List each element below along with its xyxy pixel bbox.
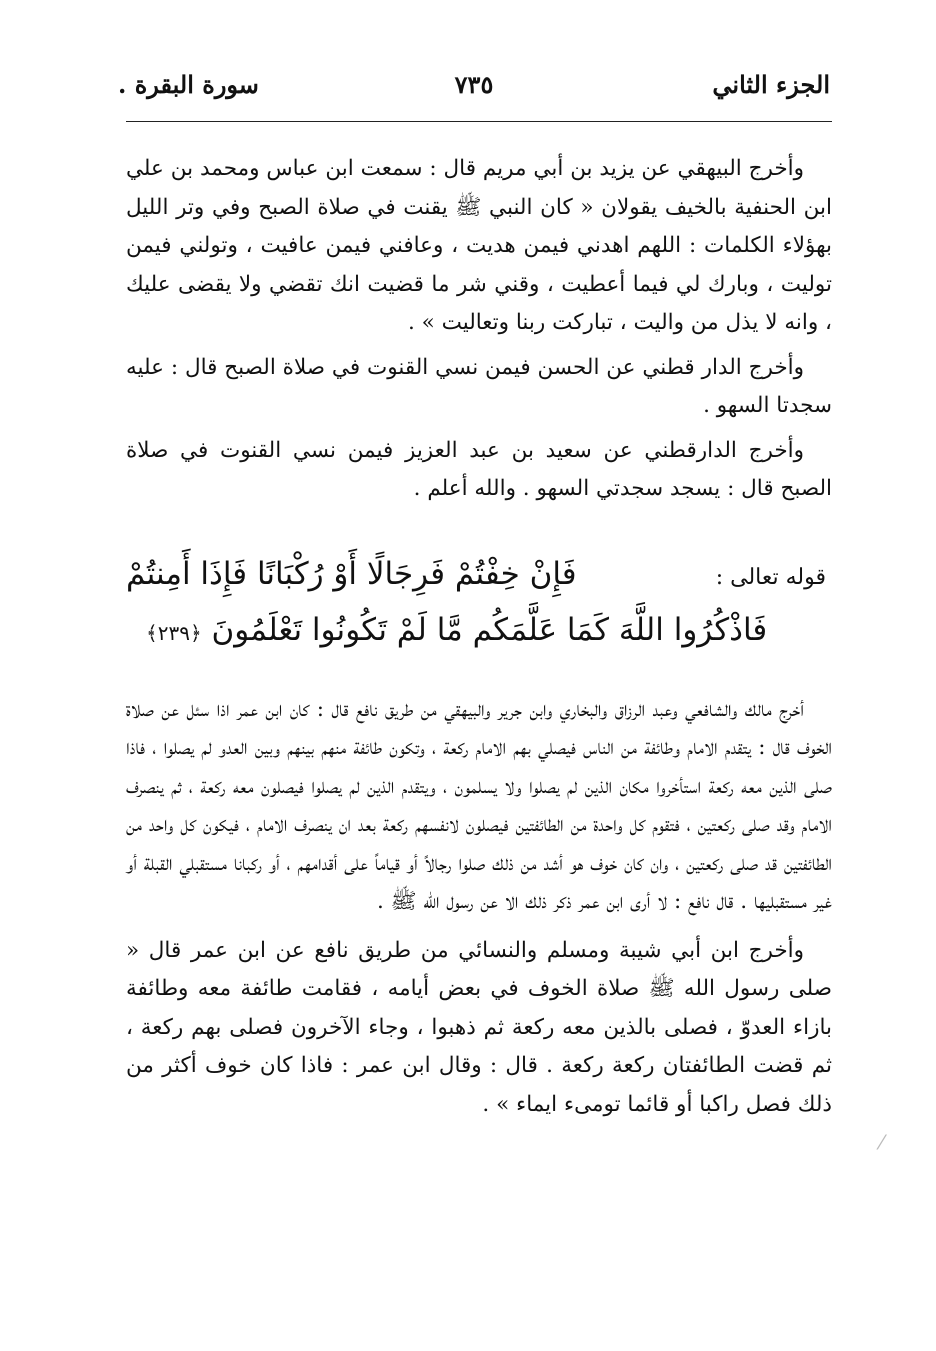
paragraph-malik-nafi: أخرج مالك والشافعي وعبد الرزاق والبخاري وابن جرير والبيهقي من طريق نافع قال : كان ابن عمر اذا سئل عن صلاة الخوف قال : يتقدم الامام وطائفة من الناس فيصلي بهم الامام ركعة ، وتكون طائفة منهم بينهم وبين العدو لم يصلوا ، فاذا صلى الذين معه ركعة استأخروا مكان الذين لم يصلوا ولا يسلمون ، ويتقدم الذين لم يصلوا فيصلون معه ركعة ، ثم ينصرف الامام وقد صلى ركعتين ، فتقوم كل واحدة من الطائفتين فيصلون لانفسهم ركعة بعد ان ينصرف الامام ، فيكون كل واحد من الطائفتين قد صلى ركعتين ، وان كان خوف هو أشد من ذلك صلوا رجالاً أو قياماً على أقدامهم ، أو ركبانا مستقبلي القبلة أو غير مستقبليها . قال نافع : لا أرى ابن عمر ذكر ذلك الا عن رسول الله ﷺ .	[126, 696, 832, 914]
ayah-number: ﴿٢٣٩﴾	[146, 620, 202, 645]
page-header	[118, 70, 830, 110]
margin-scribble: ⁄	[880, 1130, 884, 1154]
verse-line-1	[126, 555, 832, 611]
verse-intro: قوله تعالى :	[715, 564, 826, 590]
paragraph-daraqutni-hasan: وأخرج الدار قطني عن الحسن فيمن نسي القنوت في صلاة الصبح قال : عليه سجدتا السهو .	[126, 354, 832, 418]
page-body	[126, 150, 832, 1134]
page-number: ٧٣٥	[454, 70, 494, 99]
paragraph-bayhaqi-qunut: وأخرج البيهقي عن يزيد بن أبي مريم قال : سمعت ابن عباس ومحمد بن علي ابن الحنفية بالخيف يقولان « كان النبي ﷺ يقنت في صلاة الصبح وفي وتر الليل بهؤلاء الكلمات : اللهم اهدني فيمن هديت ، وعافني فيمن عافيت ، وتولني فيمن توليت ، وبارك لي فيما أعطيت ، وقني شر ما قضيت انك تقضي ولا يقضى عليك ، وانه لا يذل من واليت ، تباركت ربنا وتعاليت » .	[126, 156, 832, 335]
verse-line-2	[126, 611, 832, 663]
paragraph-daraqutni-said: وأخرج الدارقطني عن سعيد بن عبد العزيز فيمن نسي القنوت في صلاة الصبح قال : يسجد سجدتي السهو . والله أعلم .	[126, 437, 832, 501]
verse-text-part-1: فَإِنْ خِفْتُمْ فَرِجَالًا أَوْ رُكْبَانًا فَإِذَا أَمِنتُمْ	[126, 555, 577, 592]
header-rule	[126, 121, 832, 122]
verse-text-part-2: فَاذْكُرُوا اللَّهَ كَمَا عَلَّمَكُم مَّا لَمْ تَكُونُوا تَعْلَمُونَ	[211, 611, 768, 648]
juz-title: الجزء الثاني	[712, 70, 830, 99]
paragraph-ibn-abi-shayba: وأخرج ابن أبي شيبة ومسلم والنسائي من طريق نافع عن ابن عمر قال « صلى رسول الله ﷺ صلاة الخوف في بعض أيامه ، فقامت طائفة معه وطائفة بازاء العدوّ ، فصلى بالذين معه ركعة ثم ذهبوا ، وجاء الآخرون فصلى بهم ركعة ، ثم قضت الطائفتان ركعة ركعة . قال : وقال ابن عمر : فاذا كان خوف أكثر من ذلك فصل راكبا أو قائما تومىء ايماء » .	[126, 937, 832, 1117]
surah-title: سورة البقرة .	[118, 70, 259, 99]
quran-verse	[126, 555, 832, 663]
